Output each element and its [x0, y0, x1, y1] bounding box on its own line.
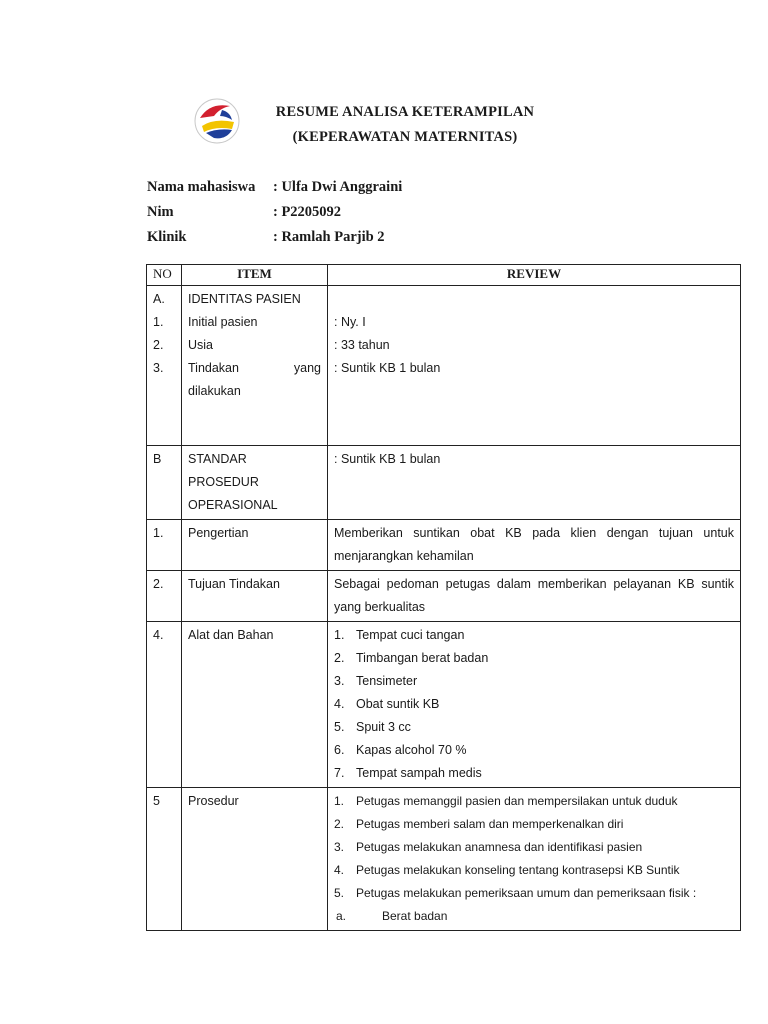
table-row-identitas [147, 286, 741, 446]
institution-logo [192, 96, 242, 146]
list-item: 7. Tempat sampah medis [334, 766, 482, 780]
review-tindakan: : Suntik KB 1 bulan [334, 361, 441, 375]
cell-review [328, 788, 741, 931]
alat-item: Alat dan Bahan [182, 622, 328, 788]
student-name-label: Nama mahasiswa [147, 179, 256, 195]
prosedur-item: Prosedur [182, 788, 328, 931]
document-subtitle: (KEPERAWATAN MATERNITAS) [292, 129, 518, 145]
table-row-alat [147, 622, 741, 788]
section-b-title-1: STANDAR [188, 452, 247, 466]
row-no: 1. [153, 315, 164, 329]
clinic-value: : Ramlah Parjib 2 [273, 229, 385, 245]
list-item: 6. Kapas alcohol 70 % [334, 743, 467, 757]
item-tindakan-word2: yang [293, 361, 321, 375]
list-item: 2. Petugas memberi salam dan memperkenalkan diri [334, 817, 624, 831]
section-a-title: IDENTITAS PASIEN [188, 292, 301, 306]
list-item: 1. Petugas memanggil pasien dan mempersilakan untuk duduk [334, 794, 678, 808]
header-review: REVIEW [328, 265, 741, 286]
cell-no [147, 286, 182, 446]
review-table [146, 264, 741, 931]
pengertian-review: Memberikan suntikan obat KB pada klien dengan tujuan untuk menjarangkan kehamilan [328, 520, 741, 571]
prosedur-no: 5 [147, 788, 182, 931]
row-no: 3. [153, 361, 164, 375]
tujuan-item: Tujuan Tindakan [182, 571, 328, 622]
cell-item [182, 446, 328, 520]
item-tindakan-word1: Tindakan [188, 361, 239, 375]
item-tindakan-word3: dilakukan [188, 384, 241, 398]
section-a-no: A. [153, 292, 165, 306]
tujuan-review: Sebagai pedoman petugas dalam memberikan pelayanan KB suntik yang berkualitas [328, 571, 741, 622]
pengertian-item: Pengertian [182, 520, 328, 571]
item-initial-pasien: Initial pasien [188, 315, 258, 329]
review-usia: : 33 tahun [334, 338, 390, 352]
student-nim-value: : P2205092 [273, 204, 342, 220]
table-row-pengertian [147, 520, 741, 571]
row-no: 2. [153, 338, 164, 352]
item-tindakan [188, 357, 321, 380]
list-item: 2. Timbangan berat badan [334, 651, 489, 665]
item-usia: Usia [188, 338, 214, 352]
header-no: NO [147, 265, 182, 286]
list-item: 3. Petugas melakukan anamnesa dan identifikasi pasien [334, 840, 643, 854]
prosedur-list [334, 790, 734, 905]
list-item: 1. Tempat cuci tangan [334, 628, 465, 642]
cell-review [328, 286, 741, 446]
list-item: 4. Obat suntik KB [334, 697, 440, 711]
table-row-sop [147, 446, 741, 520]
cell-review [328, 622, 741, 788]
list-item: 5. Petugas melakukan pemeriksaan umum dan pemeriksaan fisik : [334, 886, 697, 900]
review-initial-pasien: : Ny. I [334, 315, 366, 329]
section-b-title-3: OPERASIONAL [188, 498, 278, 512]
header-item: ITEM [182, 265, 328, 286]
table-header-row [147, 265, 741, 286]
cell-item [182, 286, 328, 446]
alat-no: 4. [147, 622, 182, 788]
document-title: RESUME ANALISA KETERAMPILAN [275, 104, 535, 120]
list-item: 5. Spuit 3 cc [334, 720, 411, 734]
table-row-tujuan [147, 571, 741, 622]
alat-list [334, 624, 734, 785]
tujuan-no: 2. [147, 571, 182, 622]
list-item: 3. Tensimeter [334, 674, 418, 688]
clinic-label: Klinik [147, 229, 187, 245]
prosedur-sub-item: a. Berat badan [336, 909, 448, 923]
section-b-review: : Suntik KB 1 bulan [328, 446, 741, 520]
student-nim-label: Nim [147, 204, 174, 220]
list-item: 4. Petugas melakukan konseling tentang kontrasepsi KB Suntik [334, 863, 680, 877]
table-row-prosedur [147, 788, 741, 931]
section-b-title-2: PROSEDUR [188, 475, 259, 489]
student-name-value: : Ulfa Dwi Anggraini [273, 179, 403, 195]
section-b-no: B [147, 446, 182, 520]
pengertian-no: 1. [147, 520, 182, 571]
